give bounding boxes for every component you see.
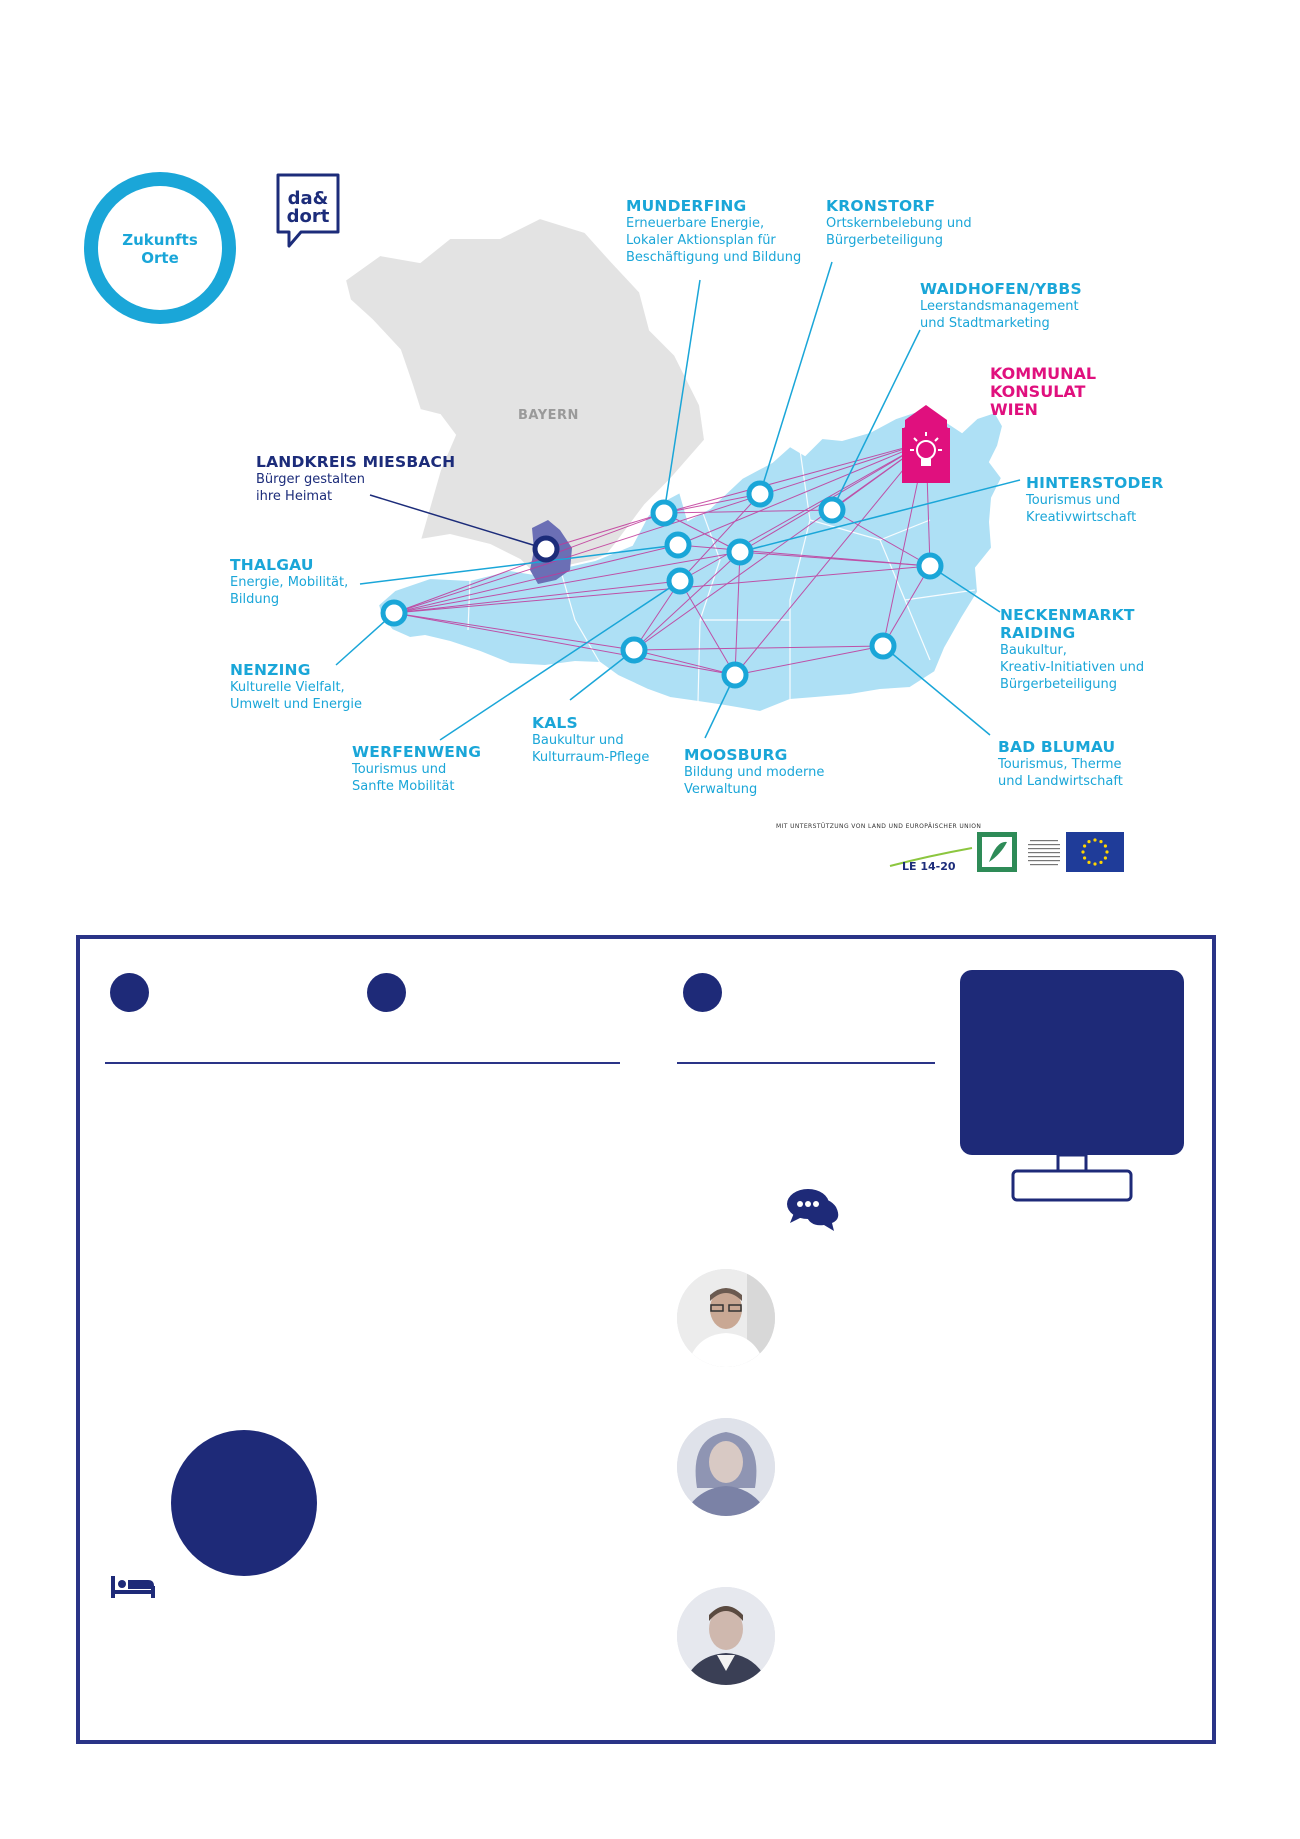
label-nenzing <box>230 661 362 713</box>
divider-right <box>677 1062 935 1064</box>
dadort-line2: dort <box>286 206 330 227</box>
moosburg-desc: Bildung und moderne Verwaltung <box>684 765 825 797</box>
bed-icon <box>110 1574 156 1600</box>
divider-left <box>105 1062 620 1064</box>
kronstorf-title: KRONSTORF <box>826 197 936 215</box>
bullet-dot-2 <box>367 973 406 1012</box>
bullet-dot-1 <box>110 973 149 1012</box>
logo-title-2: Orte <box>141 249 179 267</box>
miesbach-node <box>535 538 557 560</box>
bayern-label: BAYERN <box>518 408 579 423</box>
label-kronstorf <box>826 197 972 249</box>
label-bad-blumau <box>998 738 1123 790</box>
miesbach-desc: Bürger gestalten ihre Heimat <box>256 472 366 504</box>
logo-title-1: Zukunfts <box>122 231 198 249</box>
thalgau-desc: Energie, Mobilität, Bildung <box>230 575 349 607</box>
le-label: LE 14-20 <box>902 860 956 873</box>
waidhofen-title: WAIDHOFEN/YBBS <box>920 280 1082 298</box>
avatar-person-2 <box>677 1418 775 1516</box>
label-landkreis-miesbach <box>256 453 455 505</box>
bad-blumau-desc: Tourismus, Therme und Landwirtschaft <box>998 757 1123 789</box>
nenzing-desc: Kulturelle Vielfalt, Umwelt und Energie <box>230 680 362 712</box>
monitor-icon <box>958 968 1186 1206</box>
label-waidhofen <box>920 280 1082 332</box>
munderfing-title: MUNDERFING <box>626 197 747 215</box>
neckenmarkt-title: NECKENMARKT RAIDING <box>1000 606 1135 642</box>
logo-ring-text: orm der innovativen Gemeinden Öster <box>98 245 222 310</box>
le-logo <box>888 840 974 876</box>
dadort-line1: da& <box>287 188 329 209</box>
avatar-person-3 <box>677 1587 775 1685</box>
thalgau-title: THALGAU <box>230 556 314 574</box>
waidhofen-desc: Leerstandsmanagement und Stadtmarketing <box>920 299 1079 331</box>
label-munderfing <box>626 197 801 266</box>
miesbach-title: LANDKREIS MIESBACH <box>256 453 456 471</box>
moosburg-title: MOOSBURG <box>684 746 788 764</box>
label-werfenweng <box>352 743 481 795</box>
werfenweng-desc: Tourismus und Sanfte Mobilität <box>352 762 455 794</box>
fund-text-block <box>1022 838 1064 870</box>
kals-title: KALS <box>532 714 578 732</box>
chat-bubbles-icon <box>786 1187 842 1233</box>
neckenmarkt-desc: Baukultur, Kreativ-Initiativen und Bürgerbeteiligung <box>1000 643 1145 692</box>
label-moosburg <box>684 746 824 798</box>
hinterstoder-desc: Tourismus und Kreativwirtschaft <box>1026 493 1137 525</box>
werfenweng-title: WERFENWENG <box>352 743 482 761</box>
large-circle <box>171 1430 317 1576</box>
label-hinterstoder <box>1026 474 1164 526</box>
nenzing-title: NENZING <box>230 661 311 679</box>
bad-blumau-title: BAD BLUMAU <box>998 738 1116 756</box>
hinterstoder-title: HINTERSTODER <box>1026 474 1164 492</box>
logo-url: www.zukunftsorte.at <box>110 189 210 224</box>
kronstorf-desc: Ortskernbelebung und Bürgerbeteiligung <box>826 216 972 248</box>
label-thalgau <box>230 556 348 608</box>
leader-logo <box>977 832 1017 872</box>
label-neckenmarkt <box>1000 606 1144 693</box>
funding-caption: MIT UNTERSTÜTZUNG VON LAND UND EUROPÄISCHER UNION <box>776 823 982 830</box>
avatar-person-1 <box>677 1269 775 1367</box>
munderfing-desc: Erneuerbare Energie, Lokaler Aktionsplan für Beschäftigung und Bildung <box>626 216 802 265</box>
kommunal-konsulat-label: KOMMUNAL KONSULAT WIEN <box>990 364 1097 419</box>
label-kals <box>532 714 649 766</box>
bullet-dot-3 <box>683 973 722 1012</box>
kals-desc: Baukultur und Kulturraum-Pflege <box>532 733 650 765</box>
eu-flag <box>1066 832 1124 872</box>
